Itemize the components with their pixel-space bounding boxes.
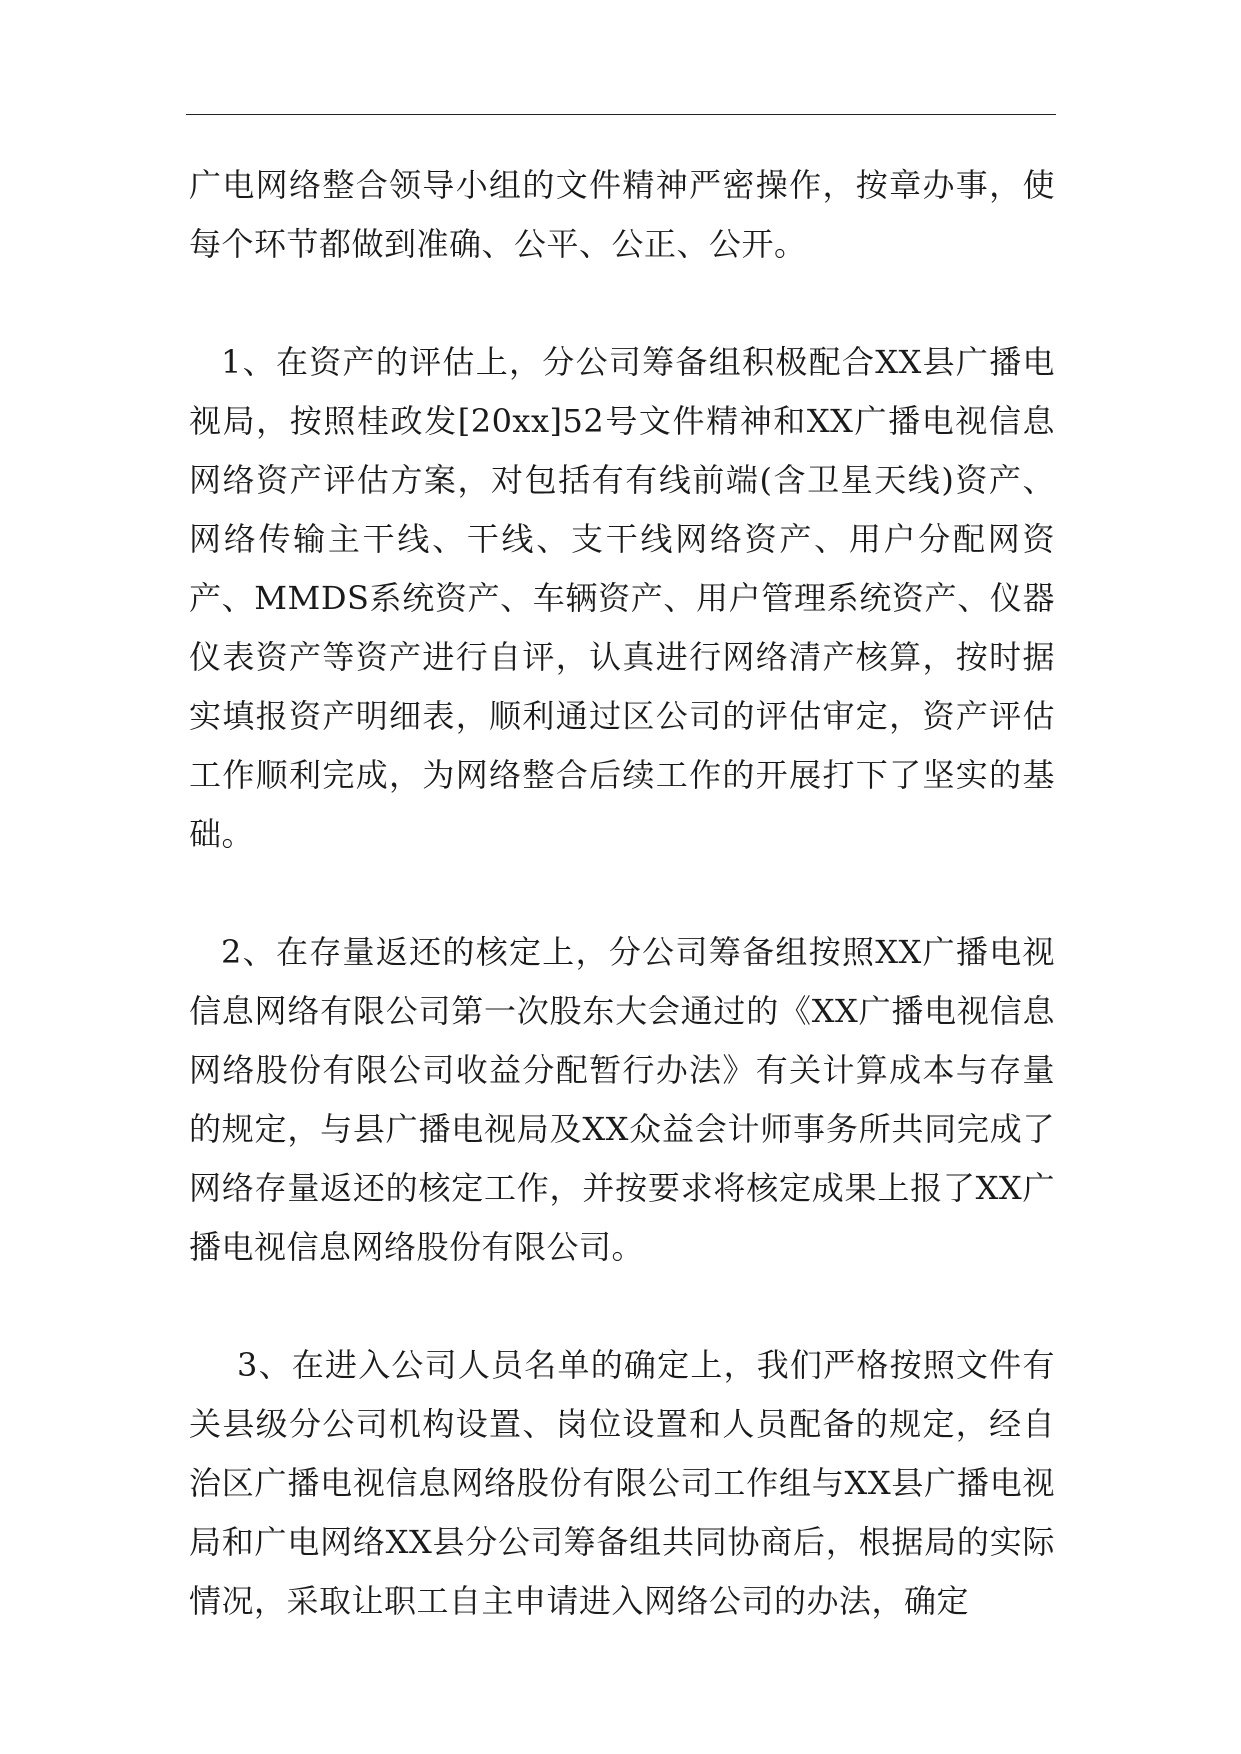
document-body xyxy=(189,156,1055,1631)
paragraph-asset-evaluation: 1、在资产的评估上，分公司筹备组积极配合XX县广播电视局，按照桂政发[20xx]52号文件精神和XX广播电视信息网络资产评估方案，对包括有有线前端(含卫星天线)资产、网络传输主干线、干线、支干线网络资产、用户分配网资产、MMDS系统资产、车辆资产、用户管理系统资产、仪器仪表资产等资产进行自评，认真进行网络清产核算，按时据实填报资产明细表，顺利通过区公司的评估审定，资产评估工作顺利完成，为网络整合后续工作的开展打下了坚实的基础。 xyxy=(189,343,1055,853)
paragraph-staff-list: 3、在进入公司人员名单的确定上，我们严格按照文件有关县级分公司机构设置、岗位设置和人员配备的规定，经自治区广播电视信息网络股份有限公司工作组与XX县广播电视局和广电网络XX县分公司筹备组共同协商后，根据局的实际情况，采取让职工自主申请进入网络公司的办法，确定 xyxy=(189,1346,1055,1620)
header-rule xyxy=(186,114,1056,115)
paragraph-continuation: 广电网络整合领导小组的文件精神严密操作，按章办事，使每个环节都做到准确、公平、公正、公开。 xyxy=(189,166,1055,263)
paragraph-stock-return: 2、在存量返还的核定上，分公司筹备组按照XX广播电视信息网络有限公司第一次股东大会通过的《XX广播电视信息网络股份有限公司收益分配暂行办法》有关计算成本与存量的规定，与县广播电视局及XX众益会计师事务所共同完成了网络存量返还的核定工作，并按要求将核定成果上报了XX广播电视信息网络股份有限公司。 xyxy=(189,933,1055,1266)
